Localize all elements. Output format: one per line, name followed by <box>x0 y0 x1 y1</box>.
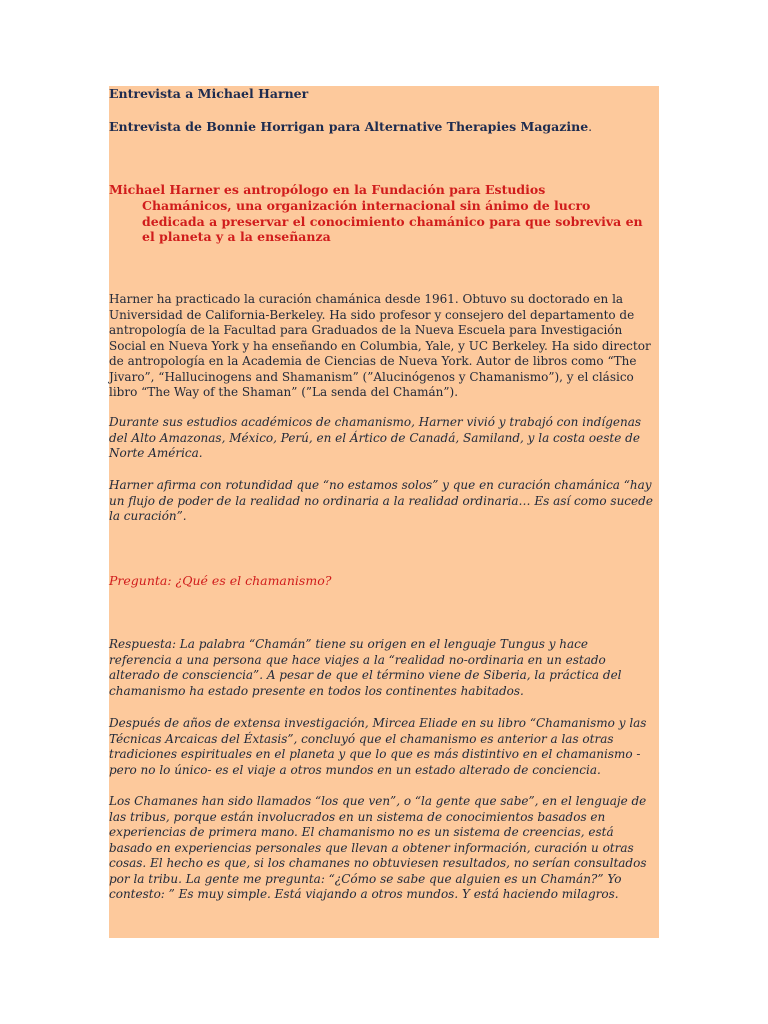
intro-rest: Chamánicos, una organización internacional sin ánimo de lucro dedicada a preservar el conocimiento chamánico para que sobreviva en el planeta y a la enseñanza <box>142 197 643 245</box>
subtitle-text: Entrevista de Bonnie Horrigan para Alternative Therapies Magazine <box>109 119 589 134</box>
document-subtitle <box>109 119 592 135</box>
answer-paragraph: Respuesta: La palabra “Chamán” tiene su origen en el lenguaje Tungus y hace referencia a una persona que hace viajes a la “realidad no-ordinaria en un estado alterado de consciencia”. A pesar de que el término viene de Siberia, la práctica del chamanismo ha estado presente en todos los continentes habitados. <box>109 637 622 698</box>
eliade-paragraph: Después de años de extensa investigación, Mircea Eliade en su libro “Chamanismo y las Técnicas Arcaicas del Éxtasis”, concluyó que el chamanismo es anterior a las otras tradiciones espirituales en el planeta y que lo que es más distintivo en el chamanismo -pero no lo único- es el viaje a otros mundos en un estado alterado de conciencia. <box>109 716 647 777</box>
claim-paragraph: Harner afirma con rotundidad que “no estamos solos” y que en curación chamánica “hay un flujo de poder de la realidad no ordinaria a la realidad ordinaria… Es así como sucede la curación”. <box>109 478 653 523</box>
bio-paragraph: Harner ha practicado la curación chamánica desde 1961. Obtuvo su doctorado en la Universidad de California-Berkeley. Ha sido profesor y consejero del departamento de antropología de la Facultad para Graduados de la Nueva Escuela para Investigación Social en Nueva York y ha enseñando en Columbia, Yale, y UC Berkeley. Ha sido director de antropología en la Academia de Ciencias de Nueva York. Autor de libros como “The Jivaro”, “Hallucinogens and Shamanism” (”Alucinógenos y Chamanismo”), y el clásico libro “The Way of the Shaman” (”La senda del Chamán”). <box>109 292 651 399</box>
chamanes-paragraph: Los Chamanes han sido llamados “los que ven”, o “la gente que sabe”, en el lenguaje de las tribus, porque están involucrados en un sistema de conocimientos basados en experiencias de primera mano. El chamanismo no es un sistema de creencias, está basado en experiencias personales que llevan a obtener información, curación u otras cosas. El hecho es que, si los chamanes no obtuviesen resultados, no serían consultados por la tribu. La gente me pregunta: “¿Cómo se sabe que alguien es un Chamán?” Yo contesto: ” Es muy simple. Está viajando a otros mundos. Y está haciendo milagros. <box>109 794 647 901</box>
question-heading: Pregunta: ¿Qué es el chamanismo? <box>109 573 332 588</box>
subtitle-period: . <box>588 119 593 134</box>
document-title: Entrevista a Michael Harner <box>109 86 309 101</box>
intro-paragraph <box>109 182 649 245</box>
intro-first-line: Michael Harner es antropólogo en la Fundación para Estudios <box>109 182 546 197</box>
studies-paragraph: Durante sus estudios académicos de chamanismo, Harner vivió y trabajó con indígenas del Alto Amazonas, México, Perú, en el Ártico de Canadá, Samiland, y la costa oeste de Norte América. <box>109 415 642 460</box>
document-body <box>109 86 659 938</box>
